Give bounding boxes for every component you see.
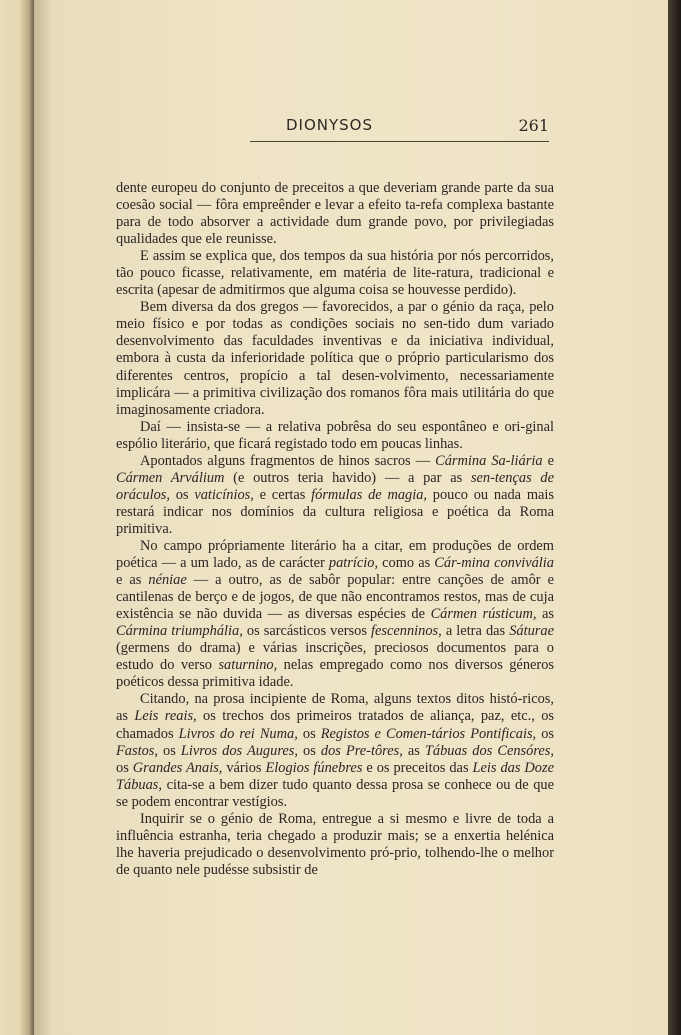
page-header (250, 115, 549, 142)
text-run: os (116, 759, 133, 776)
text-run: dente europeu do conjunto de preceitos a que deveriam grande parte da sua coesão social — fôra empreênder e levar a efeito ta-refa complexa bastante para de todo absorver a actividade dum grande povo, por privilegiadas qualidades que ele reunisse. (116, 180, 554, 248)
italic-text: Livros dos Augures, (180, 742, 298, 759)
text-run: No campo própriamente literário ha a citar, em produções de ordem poética — a um lado, as de carácter (116, 537, 554, 572)
italic-text: Cármina Sa-liária (435, 452, 543, 469)
italic-text: Cármina triumphália, (116, 623, 243, 640)
text-run: e (542, 452, 554, 469)
italic-text: Tábuas dos Censóres, (424, 742, 554, 759)
text-run: as (402, 742, 425, 759)
italic-text: Grandes Anais, (132, 759, 223, 776)
italic-text: vaticínios, (194, 486, 254, 503)
running-title: DIONYSOS (286, 116, 374, 134)
text-run: os (536, 725, 554, 742)
text-run: as (536, 606, 555, 623)
text-run: nelas empregado como nos diversos géneros poéticos dessa primitiva idade. (116, 657, 554, 691)
italic-text: Sáturae (509, 623, 554, 640)
paragraph (116, 453, 554, 538)
italic-text: Leis reais, (134, 708, 197, 725)
left-facing-page-edge (0, 0, 34, 1035)
text-run: Inquirir se o génio de Roma, entregue a si mesmo e livre de toda a influência estranha, teria chegado a produzir mais; se a enxertia helénica lhe haveria prejudicado o desenvolvimento pró-prio, tolhendo-lhe o melhor de quanto nele pudésse subsistir de (116, 810, 554, 878)
page-number: 261 (518, 116, 549, 135)
text-run: E assim se explica que, dos tempos da sua história por nós percorridos, tão pouco ficasse, relativamente, em matéria de lite-ratura, tradicional e escrita (apesar de admitirmos que alguma coisa se houvesse perdido). (116, 248, 554, 299)
italic-text: néniae (148, 572, 187, 589)
text-run: Citando, na prosa incipiente de Roma, alguns textos ditos histó-ricos, as (116, 691, 554, 725)
right-page-shadow (668, 0, 681, 1035)
text-run: (e outros teria havido) — a par as (224, 469, 471, 486)
text-run: Bem diversa da dos gregos — favorecidos, a par o génio da raça, pelo meio físico e por todas as condições sociais no sen-tido dum variado desenvolvimento das faculdades inventivas e da iniciativa individual, embora à custa da inferioridade política que o próprio particularismo dos diferentes centros, propício a tal desen-volvimento, necessariamente implicára — a primitiva civilização dos romanos fôra mais utilitária do que imaginosamente criadora. (116, 299, 554, 418)
text-run: Daí — insista-se — a relativa pobrêsa do seu espontâneo e ori-ginal espólio literário, que ficará registado todo em poucas linhas. (116, 418, 554, 452)
italic-text: sen-tenças de oráculos, (116, 469, 555, 503)
italic-text: Registos e Comen-tários Pontificais, (320, 725, 537, 742)
text-run: como as (378, 555, 435, 572)
text-run: pouco ou nada mais restará indicar nos domínios da cultura religiosa e poética da Roma primitiva. (116, 486, 555, 537)
text-run: e as (116, 572, 149, 589)
paragraph (116, 248, 554, 299)
italic-text: Cármen Arválium (116, 469, 225, 486)
paragraph (116, 299, 554, 418)
text-run: a letra das (441, 623, 510, 640)
text-run: os (297, 742, 321, 759)
text-run: os (297, 725, 321, 742)
text-run: os (169, 486, 195, 503)
text-run: Apontados alguns fragmentos de hinos sacros — (140, 452, 436, 469)
text-run: os trechos dos primeiros tratados de aliança, paz, etc., os chamados (116, 708, 555, 742)
paragraph (116, 691, 554, 810)
body-text (116, 180, 554, 879)
italic-text: Cár-mina convivália (434, 555, 555, 572)
text-run: e os preceitos das (362, 759, 473, 776)
italic-text: fescenninos, (371, 623, 442, 640)
italic-text: Leis das Doze Tábuas, (116, 759, 554, 793)
text-run: e certas (253, 486, 312, 503)
text-run: (germens do drama) e várias inscrições, preciosos documentos para o estudo do verso (116, 640, 554, 674)
italic-text: Livros do rei Numa, (178, 725, 298, 742)
paragraph (116, 419, 554, 453)
text-run: cita-se a bem dizer tudo quanto dessa prosa se conhece ou de que se podem encontrar vestígios. (116, 776, 554, 810)
italic-text: Fastos, (116, 742, 158, 759)
paragraph (116, 538, 554, 691)
italic-text: patrício, (328, 555, 379, 572)
italic-text: Cármen rústicum, (430, 606, 537, 623)
italic-text: fórmulas de magia, (311, 486, 428, 503)
text-run: — a outro, as de sabôr popular: entre canções de amôr e cantilenas de berço e de jogos, de que não encontramos restos, mas de cuja existência se não duvida — as diversas espécies de (116, 572, 554, 623)
text-run: vários (222, 759, 266, 776)
text-run: os sarcásticos versos (242, 623, 372, 640)
italic-text: saturnino, (218, 657, 278, 674)
paragraph (116, 180, 554, 248)
text-run: os (157, 742, 181, 759)
italic-text: Elogios fúnebres (265, 759, 363, 776)
italic-text: dos Pre-tôres, (320, 742, 403, 759)
paragraph (116, 811, 554, 879)
